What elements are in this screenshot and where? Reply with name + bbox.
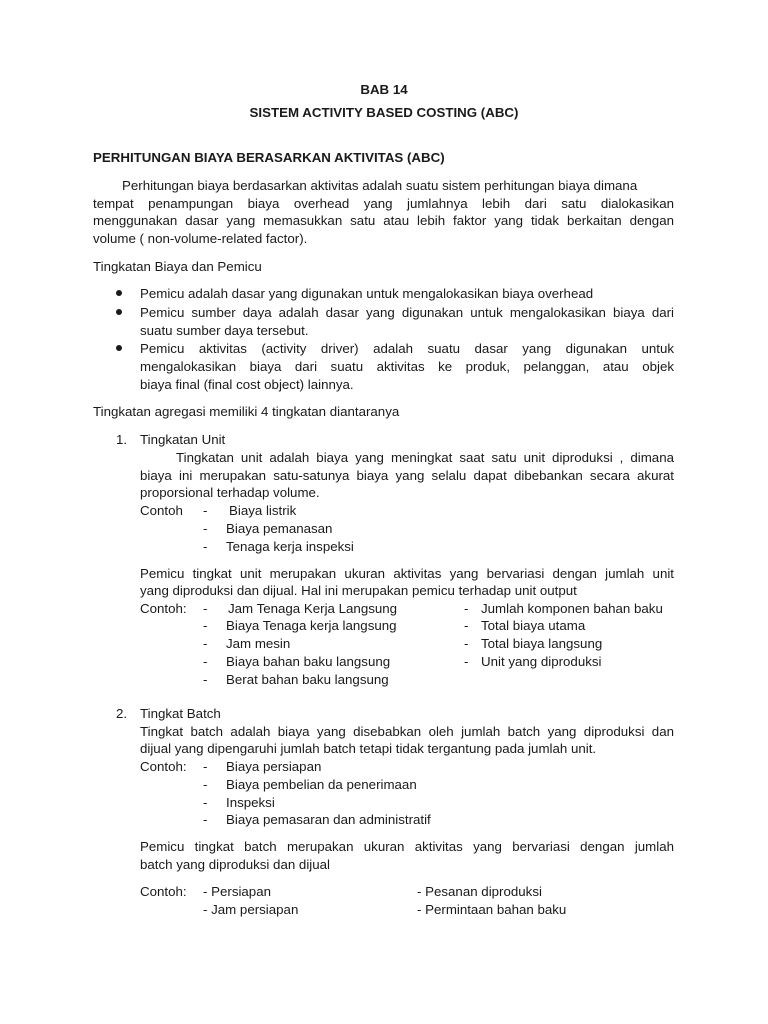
aggregation-heading: Tingkatan agregasi memiliki 4 tingkatan diantaranya xyxy=(93,404,400,419)
unit-desc-line-3: proporsional terhadap volume. xyxy=(140,485,320,500)
bullet-3-line-2: mengalokasikan biaya dari suatu aktivitas ke produk, pelanggan, atau objek xyxy=(140,359,674,374)
bullet-3-line-1: Pemicu aktivitas (activity driver) adalah suatu dasar yang digunakan untuk xyxy=(140,341,674,356)
intro-line-4: volume ( non-volume-related factor). xyxy=(93,231,308,246)
dash: - xyxy=(464,601,469,616)
batch-example-label: Contoh: xyxy=(140,759,187,774)
section-heading: PERHITUNGAN BIAYA BERASARKAN AKTIVITAS (ABC) xyxy=(93,150,445,165)
bullet-2-line-1: Pemicu sumber daya adalah dasar yang digunakan untuk mengalokasikan biaya dari xyxy=(140,305,674,320)
unit-driver-right-item: Total biaya utama xyxy=(481,618,586,633)
unit-driver-desc-line-2: yang diproduksi dan dijual. Hal ini merupakan pemicu terhadap unit output xyxy=(140,583,577,598)
unit-example-item: Biaya listrik xyxy=(229,503,297,518)
dash: - xyxy=(203,812,208,827)
unit-example-item: Biaya pemanasan xyxy=(226,521,333,536)
chapter-title: SISTEM ACTIVITY BASED COSTING (ABC) xyxy=(249,105,519,120)
unit-number: 1. xyxy=(116,432,128,447)
batch-driver-label: Contoh: xyxy=(140,884,187,899)
batch-driver-desc-line-1: Pemicu tingkat batch merupakan ukuran aktivitas yang bervariasi dengan jumlah xyxy=(140,839,674,854)
intro-line-2: tempat penampungan biaya overhead yang jumlahnya lebih dari satu dialokasikan xyxy=(93,196,674,211)
bullet-1-line-1: Pemicu adalah dasar yang digunakan untuk mengalokasikan biaya overhead xyxy=(140,286,594,301)
dash: - xyxy=(203,503,208,518)
bullet-2-line-2: suatu sumber daya tersebut. xyxy=(140,323,309,338)
batch-desc-line-1: Tingkat batch adalah biaya yang disebabkan oleh jumlah batch yang diproduksi dan xyxy=(140,724,674,739)
unit-driver-left-item: Biaya bahan baku langsung xyxy=(226,654,391,669)
dash: - xyxy=(464,654,469,669)
batch-driver-left-item: - Persiapan xyxy=(203,884,271,899)
chapter-number: BAB 14 xyxy=(360,82,408,97)
unit-driver-left-item: Jam mesin xyxy=(226,636,291,651)
unit-driver-label: Contoh: xyxy=(140,601,187,616)
dash: - xyxy=(464,636,469,651)
unit-example-item: Tenaga kerja inspeksi xyxy=(226,539,354,554)
bullet-3-line-3: biaya final (final cost object) lainnya. xyxy=(140,377,354,392)
dash: - xyxy=(203,672,208,687)
levels-heading: Tingkatan Biaya dan Pemicu xyxy=(93,259,262,274)
dash: - xyxy=(203,777,208,792)
unit-driver-left-item: Berat bahan baku langsung xyxy=(226,672,389,687)
dash: - xyxy=(203,539,208,554)
bullet-icon xyxy=(116,285,124,293)
intro-line-1: Perhitungan biaya berdasarkan aktivitas adalah suatu sistem perhitungan biaya dimana xyxy=(122,178,638,193)
unit-title: Tingkatan Unit xyxy=(140,432,226,447)
unit-driver-right-item: Jumlah komponen bahan baku xyxy=(481,601,663,616)
unit-driver-left-item: Biaya Tenaga kerja langsung xyxy=(226,618,397,633)
unit-desc-line-2: biaya ini merupakan satu-satunya biaya yang selalu dapat dibebankan secara akurat xyxy=(140,468,674,483)
dash: - xyxy=(203,654,208,669)
batch-example-item: Biaya pembelian da penerimaan xyxy=(226,777,417,792)
batch-driver-left-item: - Jam persiapan xyxy=(203,902,299,917)
unit-desc-line-1: Tingkatan unit adalah biaya yang meningkat saat satu unit diproduksi , dimana xyxy=(176,450,674,465)
unit-driver-left-item: Jam Tenaga Kerja Langsung xyxy=(228,601,398,616)
dash: - xyxy=(203,601,208,616)
batch-driver-desc-line-2: batch yang diproduksi dan dijual xyxy=(140,857,330,872)
unit-driver-desc-line-1: Pemicu tingkat unit merupakan ukuran aktivitas yang bervariasi dengan jumlah unit xyxy=(140,566,674,581)
batch-driver-right-item: - Pesanan diproduksi xyxy=(417,884,542,899)
batch-example-item: Inspeksi xyxy=(226,795,275,810)
unit-driver-right-item: Total biaya langsung xyxy=(481,636,603,651)
bullet-icon xyxy=(116,304,124,312)
dash: - xyxy=(203,636,208,651)
dash: - xyxy=(203,759,208,774)
dash: - xyxy=(203,618,208,633)
batch-driver-right-item: - Permintaan bahan baku xyxy=(417,902,567,917)
batch-example-item: Biaya pemasaran dan administratif xyxy=(226,812,431,827)
dash: - xyxy=(464,618,469,633)
batch-desc-line-2: dijual yang dipengaruhi jumlah batch tetapi tidak tergantung pada jumlah unit. xyxy=(140,741,597,756)
dash: - xyxy=(203,795,208,810)
bullet-icon xyxy=(116,340,124,348)
unit-example-label: Contoh xyxy=(140,503,183,518)
unit-driver-right-item: Unit yang diproduksi xyxy=(481,654,602,669)
batch-title: Tingkat Batch xyxy=(140,706,221,721)
intro-line-3: menggunakan dasar yang memasukkan satu atau lebih faktor yang tidak berkaitan dengan xyxy=(93,213,674,228)
dash: - xyxy=(203,521,208,536)
batch-example-item: Biaya persiapan xyxy=(226,759,322,774)
batch-number: 2. xyxy=(116,706,128,721)
